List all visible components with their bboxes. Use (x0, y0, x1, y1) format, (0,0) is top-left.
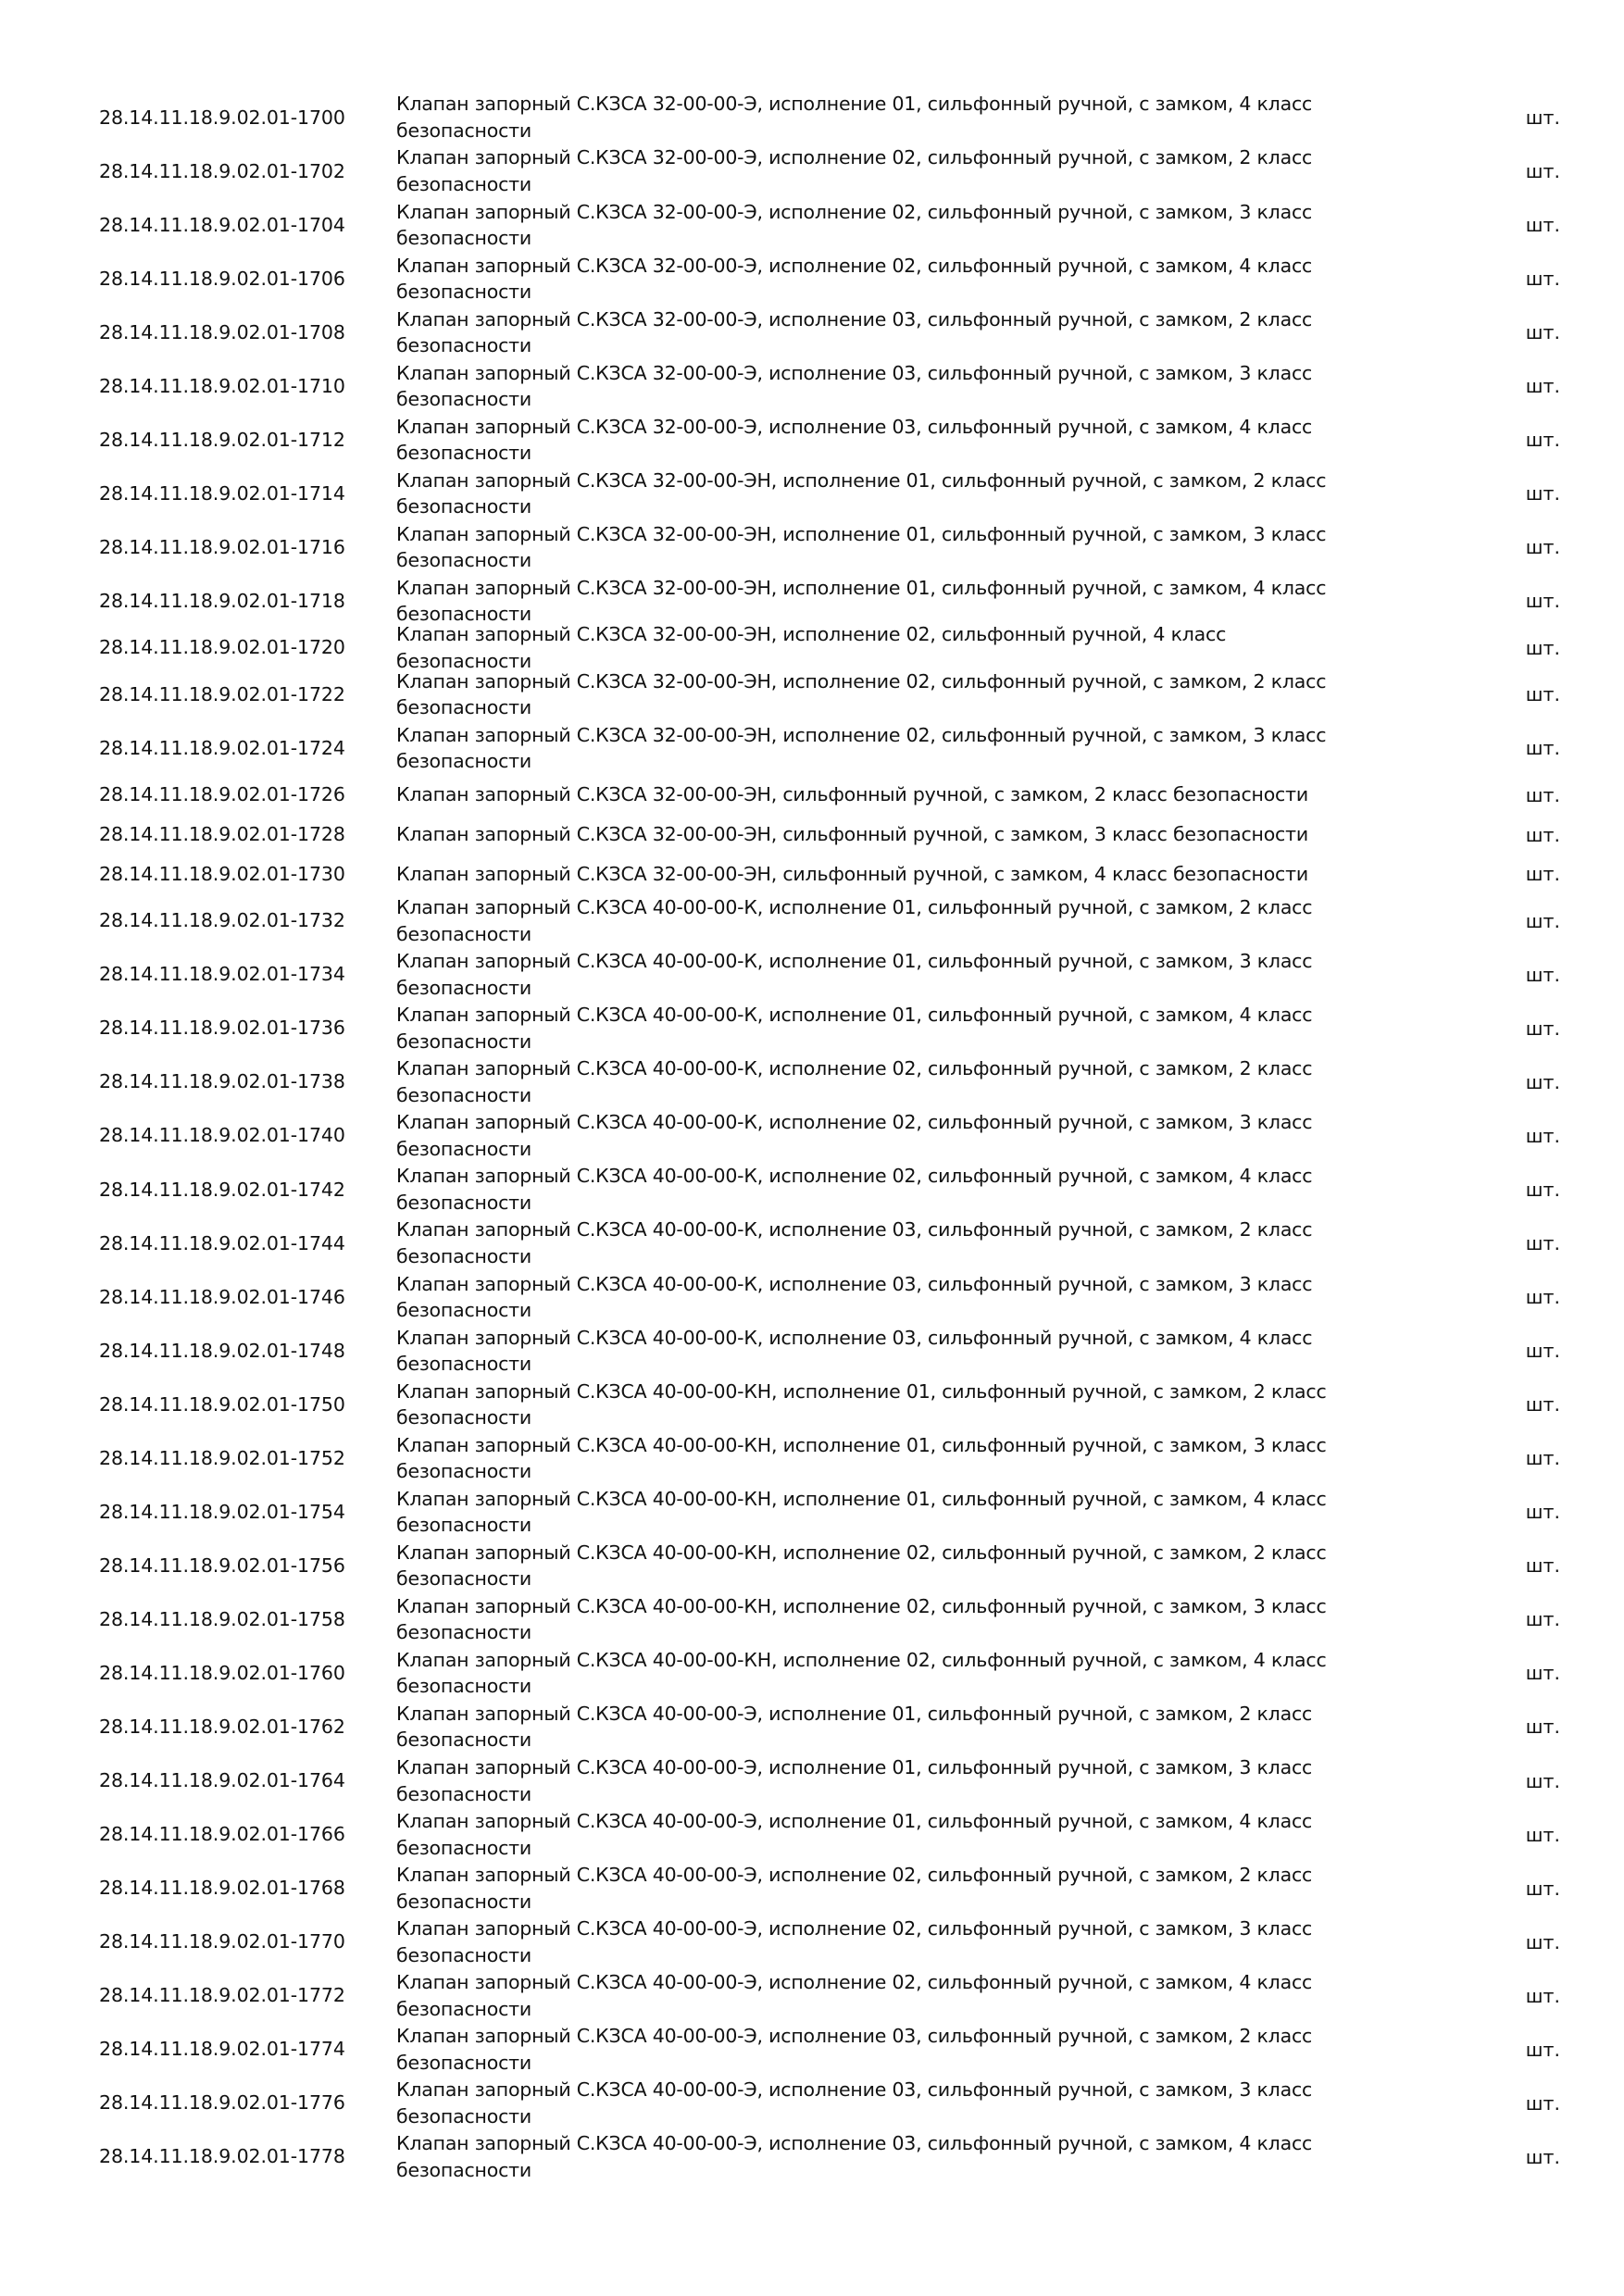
item-code: 28.14.11.18.9.02.01-1728 (99, 823, 345, 846)
item-code: 28.14.11.18.9.02.01-1758 (99, 1607, 345, 1630)
item-unit: шт. (1525, 783, 1560, 806)
table-row (0, 894, 1624, 948)
item-code: 28.14.11.18.9.02.01-1730 (99, 862, 345, 885)
item-description: Клапан запорный С.КЗСА 40-00-00-Э, исполнение 03, сильфонный ручной, с замком, 3 класс безопасности (396, 2078, 1313, 2128)
item-unit: шт. (1525, 1716, 1560, 1739)
item-description: Клапан запорный С.КЗСА 40-00-00-Э, исполнение 02, сильфонный ручной, с замком, 2 класс безопасности (396, 1864, 1313, 1913)
table-row (0, 467, 1624, 520)
item-code: 28.14.11.18.9.02.01-1700 (99, 106, 345, 129)
table-row (0, 1485, 1624, 1539)
table-row (0, 948, 1624, 1002)
item-code: 28.14.11.18.9.02.01-1744 (99, 1231, 345, 1254)
item-code: 28.14.11.18.9.02.01-1718 (99, 589, 345, 612)
item-unit: шт. (1525, 823, 1560, 846)
table-row (0, 1862, 1624, 1915)
item-description: Клапан запорный С.КЗСА 32-00-00-ЭН, сильфонный ручной, с замком, 4 класс безопасности (396, 863, 1308, 886)
item-code: 28.14.11.18.9.02.01-1756 (99, 1554, 345, 1577)
item-unit: шт. (1525, 2038, 1560, 2061)
item-code: 28.14.11.18.9.02.01-1702 (99, 159, 345, 182)
item-unit: шт. (1525, 268, 1560, 291)
item-unit: шт. (1525, 160, 1560, 183)
item-description: Клапан запорный С.КЗСА 32-00-00-Э, исполнение 03, сильфонный ручной, с замком, 2 класс безопасности (396, 307, 1313, 357)
item-code: 28.14.11.18.9.02.01-1724 (99, 736, 345, 759)
item-description: Клапан запорный С.КЗСА 32-00-00-Э, исполнение 02, сильфонный ручной, с замком, 2 класс безопасности (396, 146, 1313, 196)
item-unit: шт. (1525, 963, 1560, 986)
item-unit: шт. (1525, 683, 1560, 706)
item-code: 28.14.11.18.9.02.01-1774 (99, 2038, 345, 2061)
item-unit: шт. (1525, 106, 1560, 130)
item-description: Клапан запорный С.КЗСА 32-00-00-Э, исполнение 03, сильфонный ручной, с замком, 4 класс безопасности (396, 415, 1313, 465)
item-unit: шт. (1525, 1501, 1560, 1524)
item-description: Клапан запорный С.КЗСА 32-00-00-ЭН, исполнение 01, сильфонный ручной, с замком, 3 класс безопасности (396, 522, 1327, 572)
item-unit: шт. (1525, 1877, 1560, 1900)
item-code: 28.14.11.18.9.02.01-1776 (99, 2091, 345, 2115)
item-unit: шт. (1525, 1340, 1560, 1363)
item-code: 28.14.11.18.9.02.01-1726 (99, 783, 345, 806)
item-code: 28.14.11.18.9.02.01-1750 (99, 1392, 345, 1416)
table-row (0, 1969, 1624, 2023)
item-unit: шт. (1525, 1447, 1560, 1470)
item-code: 28.14.11.18.9.02.01-1752 (99, 1446, 345, 1469)
item-unit: шт. (1525, 1984, 1560, 2007)
item-description: Клапан запорный С.КЗСА 32-00-00-ЭН, исполнение 01, сильфонный ручной, с замком, 2 класс безопасности (396, 468, 1327, 518)
item-unit: шт. (1525, 1179, 1560, 1201)
item-description: Клапан запорный С.КЗСА 32-00-00-Э, исполнение 02, сильфонный ручной, с замком, 4 класс безопасности (396, 254, 1313, 304)
item-description: Клапан запорный С.КЗСА 40-00-00-Э, исполнение 03, сильфонный ручной, с замком, 4 класс безопасности (396, 2132, 1313, 2181)
table-row (0, 1163, 1624, 1217)
item-unit: шт. (1525, 1608, 1560, 1631)
table-row (0, 1324, 1624, 1378)
item-code: 28.14.11.18.9.02.01-1738 (99, 1070, 345, 1093)
item-description: Клапан запорный С.КЗСА 32-00-00-ЭН, исполнение 02, сильфонный ручной, с замком, 2 класс безопасности (396, 669, 1327, 719)
table-row (0, 623, 1624, 672)
table-row (0, 520, 1624, 574)
table-row (0, 1592, 1624, 1646)
table-row (0, 1646, 1624, 1700)
item-code: 28.14.11.18.9.02.01-1748 (99, 1339, 345, 1362)
item-unit: шт. (1525, 321, 1560, 344)
item-code: 28.14.11.18.9.02.01-1706 (99, 267, 345, 290)
item-description: Клапан запорный С.КЗСА 40-00-00-КН, исполнение 01, сильфонный ручной, с замком, 4 класс безопасности (396, 1487, 1327, 1537)
item-unit: шт. (1525, 429, 1560, 452)
table-row (0, 1431, 1624, 1485)
item-unit: шт. (1525, 1232, 1560, 1255)
item-description: Клапан запорный С.КЗСА 40-00-00-КН, исполнение 02, сильфонный ручной, с замком, 2 класс безопасности (396, 1541, 1327, 1591)
item-description: Клапан запорный С.КЗСА 40-00-00-Э, исполнение 02, сильфонный ручной, с замком, 3 класс безопасности (396, 1917, 1313, 1966)
item-description: Клапан запорный С.КЗСА 40-00-00-КН, исполнение 02, сильфонный ручной, с замком, 4 класс безопасности (396, 1648, 1327, 1698)
table-row (0, 1915, 1624, 1969)
table-row (0, 144, 1624, 198)
item-description: Клапан запорный С.КЗСА 32-00-00-ЭН, сильфонный ручной, с замком, 2 класс безопасности (396, 783, 1308, 806)
table-row (0, 1002, 1624, 1055)
item-description: Клапан запорный С.КЗСА 32-00-00-ЭН, сильфонный ручной, с замком, 3 класс безопасности (396, 823, 1308, 846)
item-code: 28.14.11.18.9.02.01-1754 (99, 1500, 345, 1523)
item-description: Клапан запорный С.КЗСА 40-00-00-КН, исполнение 01, сильфонный ручной, с замком, 3 класс безопасности (396, 1433, 1327, 1483)
table-row (0, 668, 1624, 721)
item-description: Клапан запорный С.КЗСА 40-00-00-К, исполнение 02, сильфонный ручной, с замком, 2 класс безопасности (396, 1057, 1313, 1106)
item-description: Клапан запорный С.КЗСА 40-00-00-КН, исполнение 01, сильфонный ручной, с замком, 2 класс безопасности (396, 1379, 1327, 1429)
item-unit: шт. (1525, 1393, 1560, 1416)
item-unit: шт. (1525, 214, 1560, 237)
item-unit: шт. (1525, 2091, 1560, 2115)
item-code: 28.14.11.18.9.02.01-1770 (99, 1930, 345, 1953)
item-code: 28.14.11.18.9.02.01-1742 (99, 1178, 345, 1201)
item-description: Клапан запорный С.КЗСА 40-00-00-Э, исполнение 01, сильфонный ручной, с замком, 3 класс безопасности (396, 1755, 1313, 1805)
item-code: 28.14.11.18.9.02.01-1720 (99, 636, 345, 659)
item-unit: шт. (1525, 482, 1560, 505)
item-unit: шт. (1525, 1769, 1560, 1792)
table-row (0, 1808, 1624, 1862)
table-row (0, 2077, 1624, 2130)
item-description: Клапан запорный С.КЗСА 32-00-00-Э, исполнение 03, сильфонный ручной, с замком, 3 класс безопасности (396, 361, 1313, 411)
item-code: 28.14.11.18.9.02.01-1708 (99, 320, 345, 343)
item-description: Клапан запорный С.КЗСА 40-00-00-К, исполнение 01, сильфонный ручной, с замком, 4 класс безопасности (396, 1004, 1313, 1053)
table-row (0, 1700, 1624, 1753)
item-description: Клапан запорный С.КЗСА 40-00-00-КН, исполнение 02, сильфонный ручной, с замком, 3 класс безопасности (396, 1594, 1327, 1644)
item-unit: шт. (1525, 590, 1560, 613)
table-row (0, 2023, 1624, 2077)
table-row (0, 1270, 1624, 1324)
table-row (0, 1109, 1624, 1163)
item-code: 28.14.11.18.9.02.01-1734 (99, 963, 345, 986)
item-unit: шт. (1525, 636, 1560, 659)
item-code: 28.14.11.18.9.02.01-1732 (99, 909, 345, 932)
item-description: Клапан запорный С.КЗСА 40-00-00-Э, исполнение 01, сильфонный ручной, с замком, 4 класс безопасности (396, 1809, 1313, 1859)
table-row (0, 574, 1624, 628)
item-description: Клапан запорный С.КЗСА 32-00-00-ЭН, исполнение 02, сильфонный ручной, с замком, 3 класс безопасности (396, 723, 1327, 773)
item-code: 28.14.11.18.9.02.01-1746 (99, 1285, 345, 1308)
item-description: Клапан запорный С.КЗСА 40-00-00-К, исполнение 02, сильфонный ручной, с замком, 4 класс безопасности (396, 1165, 1313, 1214)
table-row (0, 1539, 1624, 1592)
item-unit: шт. (1525, 375, 1560, 398)
table-row (0, 252, 1624, 306)
item-code: 28.14.11.18.9.02.01-1704 (99, 213, 345, 236)
table-row (0, 2130, 1624, 2184)
item-code: 28.14.11.18.9.02.01-1714 (99, 481, 345, 505)
item-description: Клапан запорный С.КЗСА 40-00-00-К, исполнение 02, сильфонный ручной, с замком, 3 класс безопасности (396, 1111, 1313, 1160)
item-code: 28.14.11.18.9.02.01-1768 (99, 1877, 345, 1900)
item-unit: шт. (1525, 1662, 1560, 1685)
catalog-table (0, 91, 1624, 2184)
item-description: Клапан запорный С.КЗСА 40-00-00-Э, исполнение 01, сильфонный ручной, с замком, 2 класс безопасности (396, 1702, 1313, 1752)
item-unit: шт. (1525, 1554, 1560, 1578)
item-description: Клапан запорный С.КЗСА 32-00-00-ЭН, исполнение 01, сильфонный ручной, с замком, 4 класс безопасности (396, 576, 1327, 626)
item-unit: шт. (1525, 863, 1560, 886)
table-row (0, 359, 1624, 413)
table-row (0, 1378, 1624, 1431)
table-row (0, 815, 1624, 855)
item-code: 28.14.11.18.9.02.01-1716 (99, 535, 345, 558)
item-description: Клапан запорный С.КЗСА 40-00-00-К, исполнение 03, сильфонный ручной, с замком, 2 класс безопасности (396, 1218, 1313, 1268)
table-row (0, 855, 1624, 894)
table-row (0, 413, 1624, 467)
item-unit: шт. (1525, 1070, 1560, 1093)
item-unit: шт. (1525, 536, 1560, 559)
item-description: Клапан запорный С.КЗСА 40-00-00-К, исполнение 01, сильфонный ручной, с замком, 3 класс безопасности (396, 950, 1313, 999)
item-code: 28.14.11.18.9.02.01-1764 (99, 1769, 345, 1792)
item-description: Клапан запорный С.КЗСА 40-00-00-Э, исполнение 03, сильфонный ручной, с замком, 2 класс безопасности (396, 2025, 1313, 2074)
item-description: Клапан запорный С.КЗСА 40-00-00-К, исполнение 03, сильфонный ручной, с замком, 4 класс безопасности (396, 1326, 1313, 1376)
item-code: 28.14.11.18.9.02.01-1778 (99, 2145, 345, 2168)
item-description: Клапан запорный С.КЗСА 32-00-00-Э, исполнение 01, сильфонный ручной, с замком, 4 класс безопасности (396, 93, 1313, 143)
item-unit: шт. (1525, 737, 1560, 760)
item-code: 28.14.11.18.9.02.01-1712 (99, 428, 345, 451)
item-unit: шт. (1525, 1124, 1560, 1147)
table-row (0, 198, 1624, 252)
item-unit: шт. (1525, 1286, 1560, 1309)
item-code: 28.14.11.18.9.02.01-1722 (99, 682, 345, 705)
item-unit: шт. (1525, 909, 1560, 932)
table-row (0, 775, 1624, 815)
item-code: 28.14.11.18.9.02.01-1710 (99, 374, 345, 397)
item-description: Клапан запорный С.КЗСА 40-00-00-К, исполнение 01, сильфонный ручной, с замком, 2 класс безопасности (396, 896, 1313, 945)
table-row (0, 91, 1624, 144)
item-description: Клапан запорный С.КЗСА 32-00-00-ЭН, исполнение 02, сильфонный ручной, 4 класс безопасности (396, 623, 1227, 672)
item-code: 28.14.11.18.9.02.01-1760 (99, 1661, 345, 1684)
item-code: 28.14.11.18.9.02.01-1766 (99, 1823, 345, 1846)
table-row (0, 306, 1624, 359)
item-unit: шт. (1525, 1930, 1560, 1953)
item-description: Клапан запорный С.КЗСА 40-00-00-К, исполнение 03, сильфонный ручной, с замком, 3 класс безопасности (396, 1272, 1313, 1322)
item-code: 28.14.11.18.9.02.01-1740 (99, 1124, 345, 1147)
item-unit: шт. (1525, 2145, 1560, 2168)
table-row (0, 721, 1624, 775)
table-row (0, 1217, 1624, 1270)
item-code: 28.14.11.18.9.02.01-1772 (99, 1984, 345, 2007)
item-code: 28.14.11.18.9.02.01-1736 (99, 1017, 345, 1040)
item-unit: шт. (1525, 1823, 1560, 1846)
item-description: Клапан запорный С.КЗСА 32-00-00-Э, исполнение 02, сильфонный ручной, с замком, 3 класс безопасности (396, 200, 1313, 250)
item-description: Клапан запорный С.КЗСА 40-00-00-Э, исполнение 02, сильфонный ручной, с замком, 4 класс безопасности (396, 1971, 1313, 2020)
item-unit: шт. (1525, 1017, 1560, 1040)
table-row (0, 1754, 1624, 1808)
table-row (0, 1055, 1624, 1109)
item-code: 28.14.11.18.9.02.01-1762 (99, 1715, 345, 1738)
